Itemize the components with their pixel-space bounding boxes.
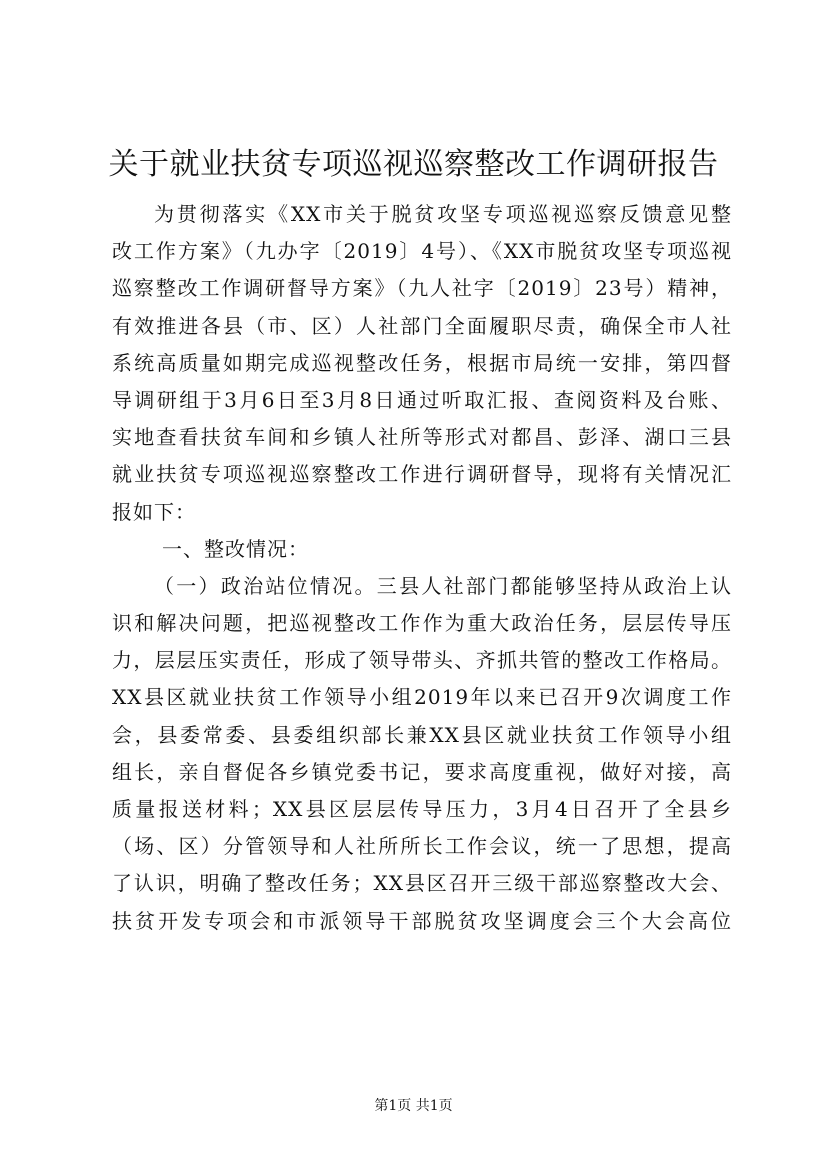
paragraph-line: （一）政治站位情况。三县人社部门都能够坚持从政治上认 bbox=[154, 573, 732, 598]
paragraph-line: 力，层层压实责任，形成了领导带头、齐抓共管的整改工作格局。 bbox=[112, 648, 732, 673]
document-title: 关于就业扶贫专项巡视巡察整改工作调研报告 bbox=[108, 147, 719, 182]
paragraph-line: 扶贫开发专项会和市派领导干部脱贫攻坚调度会三个大会高位 bbox=[112, 908, 732, 933]
paragraph-line: 组长，亲自督促各乡镇党委书记，要求高度重视，做好对接，高 bbox=[112, 759, 732, 784]
paragraph-line: 就业扶贫专项巡视巡察整改工作进行调研督导，现将有关情况汇 bbox=[112, 462, 732, 487]
paragraph-line: 为贯彻落实《XX市关于脱贫攻坚专项巡视巡察反馈意见整 bbox=[154, 202, 732, 226]
paragraph-line: （场、区）分管领导和人社所所长工作会议，统一了思想，提高 bbox=[112, 834, 732, 859]
paragraph-line: 有效推进各县（市、区）人社部门全面履职尽责，确保全市人社 bbox=[112, 313, 732, 338]
paragraph-line: 导调研组于3月6日至3月8日通过听取汇报、查阅资料及台账、 bbox=[112, 387, 732, 412]
section-heading: 一、整改情况： bbox=[162, 536, 309, 561]
paragraph-line: 了认识，明确了整改任务；XX县区召开三级干部巡察整改大会、 bbox=[112, 871, 732, 896]
paragraph-line: 实地查看扶贫车间和乡镇人社所等形式对都昌、彭泽、湖口三县 bbox=[112, 425, 732, 450]
document-body bbox=[112, 196, 732, 940]
paragraph-line: 改工作方案》（九办字〔2019〕4号）、《XX市脱贫攻坚专项巡视 bbox=[112, 239, 732, 264]
paragraph-line: 系统高质量如期完成巡视整改任务，根据市局统一安排，第四督 bbox=[112, 350, 732, 375]
paragraph-line: 报如下： bbox=[112, 499, 196, 524]
paragraph-line: 会，县委常委、县委组织部长兼XX县区就业扶贫工作领导小组 bbox=[112, 722, 732, 747]
page-number: 第1页 共1页 bbox=[374, 1098, 453, 1114]
paragraph-line: XX县区就业扶贫工作领导小组2019年以来已召开9次调度工作 bbox=[112, 685, 732, 710]
paragraph-line: 识和解决问题，把巡视整改工作作为重大政治任务，层层传导压 bbox=[112, 611, 732, 636]
paragraph-line: 质量报送材料；XX县区层层传导压力，3月4日召开了全县乡 bbox=[112, 797, 732, 821]
paragraph-line: 巡察整改工作调研督导方案》（九人社字〔2019〕23号）精神， bbox=[112, 276, 732, 301]
